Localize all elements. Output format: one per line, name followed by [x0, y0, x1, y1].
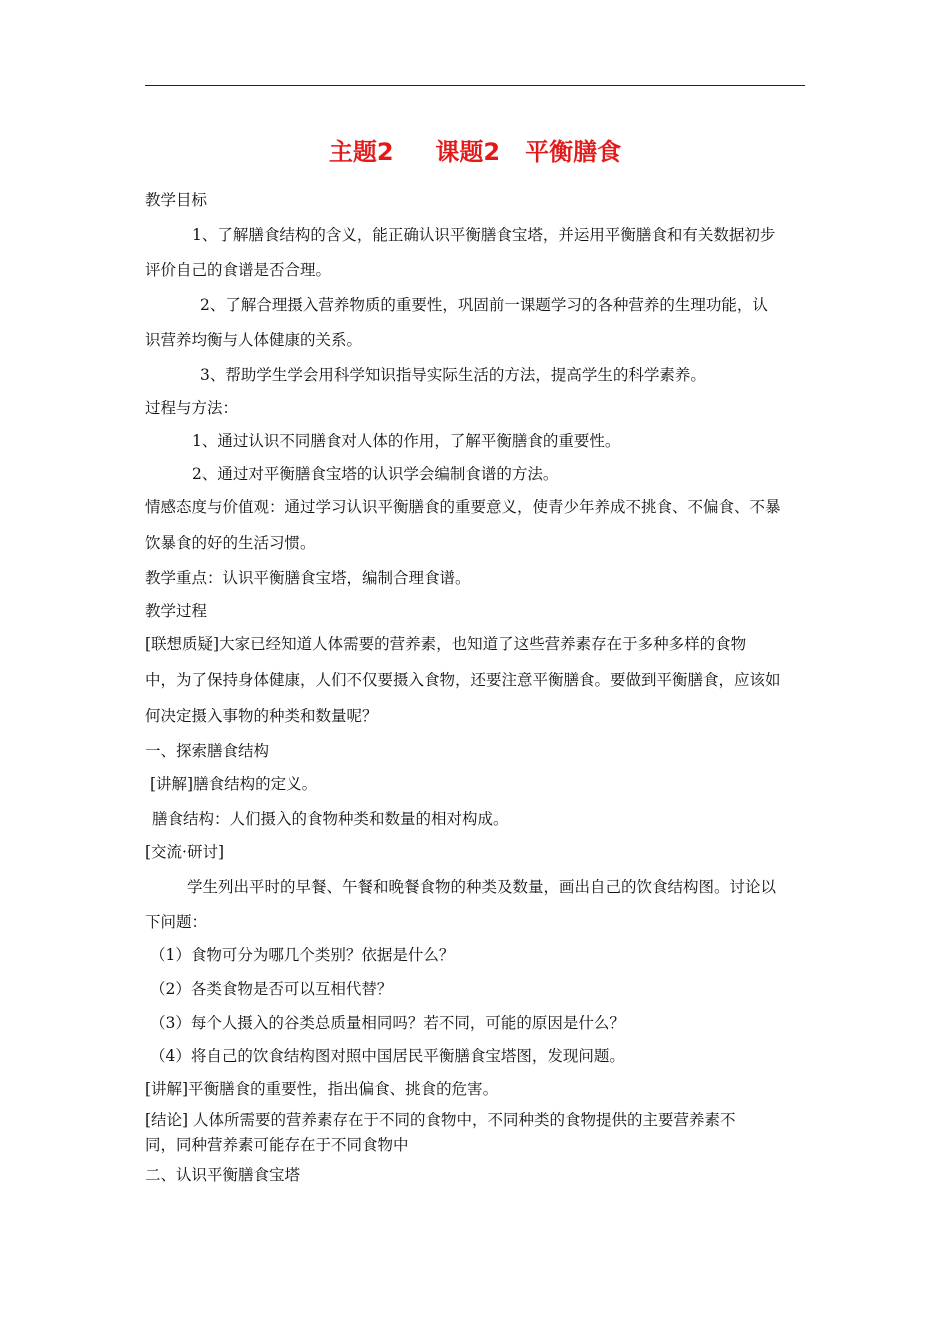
list-item: （3）每个人摄入的谷类总质量相同吗？若不同，可能的原因是什么？ — [150, 1014, 625, 1032]
list-item: （1）食物可分为哪几个类别？依据是什么？ — [150, 946, 455, 964]
text-line: [联想质疑]大家已经知道人体需要的营养素，也知道了这些营养素存在于多种多样的食物 — [145, 635, 747, 653]
section-heading: 一、探索膳食结构 — [145, 742, 270, 760]
text-line: 教学目标 — [145, 191, 208, 209]
text-line: [讲解]膳食结构的定义。 — [150, 775, 318, 793]
text-line: 膳食结构：人们摄入的食物种类和数量的相对构成。 — [152, 810, 509, 828]
text-line: 学生列出平时的早餐、午餐和晚餐食物的种类及数量，画出自己的饮食结构图。讨论以 — [187, 878, 777, 896]
text-line: 评价自己的食谱是否合理。 — [145, 261, 332, 279]
text-line: 饮暴食的好的生活习惯。 — [145, 534, 316, 552]
text-line: 何决定摄入事物的种类和数量呢？ — [145, 707, 378, 725]
text-line: 情感态度与价值观：通过学习认识平衡膳食的重要意义，使青少年养成不挑食、不偏食、不暴 — [145, 498, 781, 516]
text-line: [交流·研讨] — [145, 843, 225, 861]
header-rule — [145, 85, 805, 86]
text-line: 下问题： — [145, 913, 208, 931]
list-item: （4）将自己的饮食结构图对照中国居民平衡膳食宝塔图，发现问题。 — [150, 1047, 625, 1065]
text-line: 教学重点：认识平衡膳食宝塔，编制合理食谱。 — [145, 569, 471, 587]
text-line: 2、了解合理摄入营养物质的重要性，巩固前一课题学习的各种营养的生理功能，认 — [200, 296, 768, 314]
section-heading: 二、认识平衡膳食宝塔 — [145, 1166, 301, 1184]
text-line: 同，同种营养素可能存在于不同食物中 — [145, 1136, 409, 1154]
text-line: 过程与方法： — [145, 399, 239, 417]
list-item: （2）各类食物是否可以互相代替？ — [150, 980, 393, 998]
text-line: 3、帮助学生学会用科学知识指导实际生活的方法，提高学生的科学素养。 — [200, 366, 706, 384]
text-line: 1、通过认识不同膳食对人体的作用，了解平衡膳食的重要性。 — [192, 432, 621, 450]
text-line: 识营养均衡与人体健康的关系。 — [145, 331, 363, 349]
text-line: 教学过程 — [145, 602, 208, 620]
page-title: 主题2 课题2 平衡膳食 — [328, 138, 622, 166]
text-line: 1、了解膳食结构的含义，能正确认识平衡膳食宝塔，并运用平衡膳食和有关数据初步 — [192, 226, 776, 244]
text-line: 中，为了保持身体健康，人们不仅要摄入食物，还要注意平衡膳食。要做到平衡膳食，应该如 — [145, 671, 781, 689]
text-line: [讲解]平衡膳食的重要性，指出偏食、挑食的危害。 — [145, 1080, 499, 1098]
text-line: 2、通过对平衡膳食宝塔的认识学会编制食谱的方法。 — [192, 465, 559, 483]
text-line: [结论] 人体所需要的营养素存在于不同的食物中，不同种类的食物提供的主要营养素不 — [145, 1111, 736, 1129]
